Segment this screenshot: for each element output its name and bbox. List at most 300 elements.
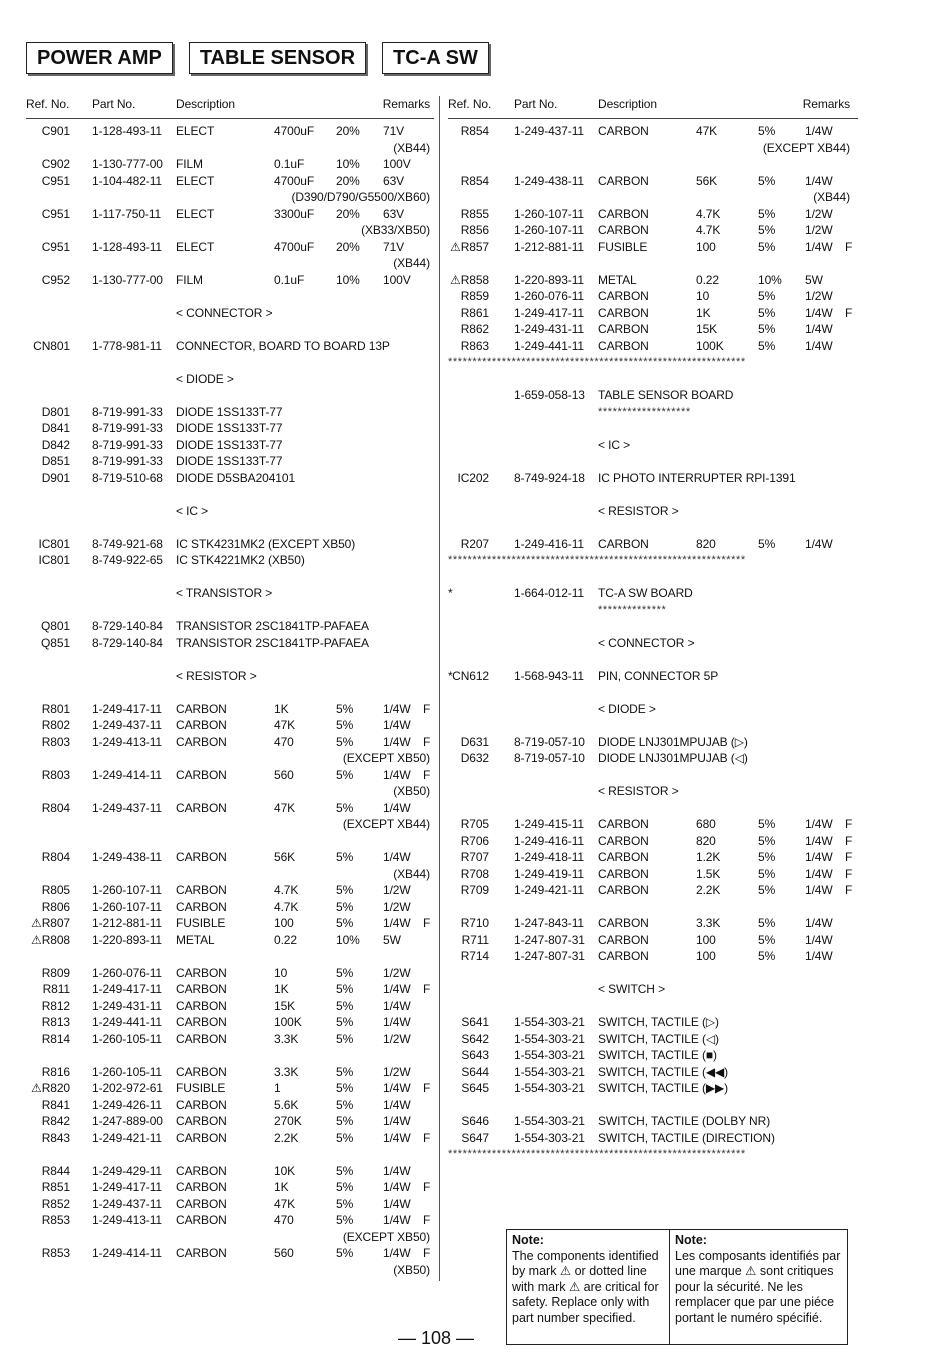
left-parts-column xyxy=(26,96,434,1278)
rating: 1/4W xyxy=(805,173,833,188)
part-no: 1-554-303-21 xyxy=(514,1130,585,1145)
table-row xyxy=(26,552,434,569)
part-no: 1-249-415-11 xyxy=(514,817,584,831)
table-row xyxy=(26,899,434,916)
description: SWITCH, TACTILE (▷) xyxy=(598,1015,719,1029)
part-no: 8-729-140-84 xyxy=(92,619,163,633)
ref-no: R711 xyxy=(461,932,489,947)
table-row xyxy=(448,734,858,751)
tolerance: 5% xyxy=(758,173,776,188)
rating: 1/4W xyxy=(805,932,833,947)
tolerance: 10% xyxy=(336,272,360,287)
rating: 1/2W xyxy=(805,223,833,237)
rating: 1/4W xyxy=(383,1213,411,1227)
ref-no: R803 xyxy=(41,767,70,782)
part-no: 1-554-303-21 xyxy=(514,1015,585,1029)
part-no: 1-554-303-21 xyxy=(514,1064,585,1079)
section-tabs xyxy=(26,42,489,74)
ref-no: D842 xyxy=(41,437,70,452)
table-row xyxy=(26,206,434,223)
description: CARBON xyxy=(176,899,227,914)
section-separator: ************************************************************* xyxy=(448,1148,746,1160)
description: CARBON xyxy=(176,1031,227,1046)
table-row xyxy=(448,552,858,569)
tolerance: 5% xyxy=(336,1031,354,1046)
value: 560 xyxy=(274,767,294,782)
table-row xyxy=(448,338,858,355)
table-row xyxy=(26,1047,434,1064)
part-no: 1-249-431-11 xyxy=(514,322,584,336)
table-row xyxy=(448,899,858,916)
tolerance: 5% xyxy=(336,998,354,1013)
part-no: 1-249-413-11 xyxy=(92,1213,162,1227)
value: 5.6K xyxy=(274,1097,299,1112)
description: CARBON xyxy=(176,982,227,996)
table-row xyxy=(448,1113,858,1130)
table-row xyxy=(26,651,434,668)
description: < RESISTOR > xyxy=(598,784,679,798)
value: 100 xyxy=(696,239,716,254)
tolerance: 5% xyxy=(336,1163,354,1178)
table-row xyxy=(448,618,858,635)
ref-no: R804 xyxy=(41,850,70,864)
tolerance: 5% xyxy=(336,1081,354,1095)
description-header: Description xyxy=(176,97,235,111)
table-row xyxy=(26,272,434,289)
table-row xyxy=(26,717,434,734)
description: DIODE LNJ301MPUJAB (◁) xyxy=(598,751,748,765)
table-row xyxy=(448,189,858,206)
rating: 1/4W xyxy=(383,718,411,732)
part-no: 1-659-058-13 xyxy=(514,388,585,402)
remarks: (XB44) xyxy=(393,866,430,881)
table-row xyxy=(448,288,858,305)
part-no: 1-249-437-11 xyxy=(514,124,584,138)
description: CARBON xyxy=(598,833,649,848)
description: CARBON xyxy=(176,1246,227,1260)
part-no: 1-247-843-11 xyxy=(514,916,584,930)
remarks: (XB33/XB50) xyxy=(361,223,430,237)
description: CARBON xyxy=(176,718,227,732)
ref-no: D631 xyxy=(460,734,489,749)
tolerance: 5% xyxy=(336,1246,354,1260)
table-row xyxy=(448,371,858,388)
description: CARBON xyxy=(176,800,227,815)
table-row xyxy=(448,1146,858,1163)
tolerance: 5% xyxy=(336,883,354,897)
table-row xyxy=(26,354,434,371)
part-no: 1-212-881-11 xyxy=(92,916,162,930)
tolerance: 5% xyxy=(758,536,776,551)
table-row xyxy=(26,635,434,652)
ref-no: D841 xyxy=(41,421,70,435)
tolerance: 5% xyxy=(336,1114,354,1128)
table-row xyxy=(26,288,434,305)
tolerance: 5% xyxy=(336,965,354,980)
rating: 1/4W xyxy=(805,817,833,831)
left-column-header xyxy=(26,96,434,119)
part-no: 1-249-419-11 xyxy=(514,866,584,881)
table-row xyxy=(448,569,858,586)
flag: F xyxy=(845,883,853,897)
description: SWITCH, TACTILE (DIRECTION) xyxy=(598,1130,775,1145)
flag: F xyxy=(423,734,431,749)
table-row xyxy=(448,321,858,338)
tolerance: 5% xyxy=(336,718,354,732)
ref-no: ⚠R807 xyxy=(31,916,70,930)
rating: 1/4W xyxy=(805,322,833,336)
ref-no: R856 xyxy=(460,223,489,237)
value: 56K xyxy=(696,173,718,188)
value: 1K xyxy=(274,1180,289,1194)
description: TRANSISTOR 2SC1841TP-PAFAEA xyxy=(176,619,369,633)
table-row xyxy=(448,684,858,701)
remarks-header: Remarks xyxy=(802,97,850,111)
table-row xyxy=(26,536,434,553)
tolerance: 5% xyxy=(758,883,776,897)
part-no: 1-128-493-11 xyxy=(92,239,162,254)
description: CARBON xyxy=(598,223,649,237)
rating: 1/4W xyxy=(805,536,833,551)
description: CARBON xyxy=(176,701,227,716)
description: DIODE D5SBA204101 xyxy=(176,470,296,485)
table-row xyxy=(26,321,434,338)
ref-no: R855 xyxy=(460,206,489,221)
table-row xyxy=(448,486,858,503)
table-row xyxy=(448,404,858,421)
description: CARBON xyxy=(598,949,649,963)
part-no-header: Part No. xyxy=(514,97,558,111)
tolerance: 10% xyxy=(336,932,360,947)
rating: 1/4W xyxy=(383,1196,411,1211)
value: 0.22 xyxy=(274,932,297,947)
flag: F xyxy=(423,982,431,996)
table-row xyxy=(26,1163,434,1180)
part-no: 8-749-924-18 xyxy=(514,470,585,485)
table-row xyxy=(26,750,434,767)
description: CARBON xyxy=(176,1114,227,1128)
table-row xyxy=(26,239,434,256)
table-row xyxy=(448,1064,858,1081)
value: 820 xyxy=(696,536,716,551)
flag: F xyxy=(845,817,853,831)
table-row xyxy=(26,767,434,784)
part-no: 1-249-416-11 xyxy=(514,833,584,848)
tolerance: 5% xyxy=(336,1015,354,1029)
description: IC STK4231MK2 (EXCEPT XB50) xyxy=(176,536,356,551)
value: 470 xyxy=(274,1213,294,1227)
table-row xyxy=(26,404,434,421)
description: CARBON xyxy=(598,883,649,897)
value: 0.22 xyxy=(696,272,719,287)
description: ELECT xyxy=(176,206,215,221)
table-row xyxy=(26,816,434,833)
table-row xyxy=(26,734,434,751)
ref-no: R705 xyxy=(460,817,489,831)
table-row xyxy=(448,767,858,784)
part-no: 1-104-482-11 xyxy=(92,173,162,188)
rating: 1/4W xyxy=(805,850,833,864)
part-no: 1-249-441-11 xyxy=(92,1015,162,1029)
description: CARBON xyxy=(176,1064,227,1079)
description: CARBON xyxy=(598,173,649,188)
description: CARBON xyxy=(176,998,227,1013)
description: < TRANSISTOR > xyxy=(176,586,273,600)
description: < RESISTOR > xyxy=(176,668,257,683)
table-row xyxy=(448,272,858,289)
ref-no: S646 xyxy=(461,1114,489,1128)
part-no: 8-719-057-10 xyxy=(514,734,585,749)
table-row xyxy=(448,866,858,883)
note-english xyxy=(507,1230,670,1344)
rating: 1/4W xyxy=(383,734,411,749)
table-row xyxy=(448,387,858,404)
remarks: (EXCEPT XB44) xyxy=(762,140,850,155)
ref-no: R207 xyxy=(460,536,489,551)
table-row xyxy=(448,1031,858,1048)
table-row xyxy=(26,668,434,685)
description: CARBON xyxy=(598,932,649,947)
part-no: 1-664-012-11 xyxy=(514,586,584,600)
value: 3.3K xyxy=(274,1064,299,1079)
value: 1.2K xyxy=(696,850,721,864)
part-no: 1-249-438-11 xyxy=(514,173,584,188)
description: CARBON xyxy=(176,1015,227,1029)
value: 100K xyxy=(696,338,724,353)
description: ELECT xyxy=(176,124,215,138)
flag: F xyxy=(423,1213,431,1227)
description: < RESISTOR > xyxy=(598,503,679,518)
description: CARBON xyxy=(598,916,649,930)
description: CARBON xyxy=(176,1097,227,1112)
ref-no: R862 xyxy=(460,322,489,336)
rating: 1/4W xyxy=(383,850,411,864)
new-part-mark: * xyxy=(448,586,453,600)
part-no: 1-249-414-11 xyxy=(92,1246,162,1260)
table-row xyxy=(448,1047,858,1064)
part-no: 1-130-777-00 xyxy=(92,272,163,287)
table-row xyxy=(26,1212,434,1229)
value: 3.3K xyxy=(696,916,721,930)
table-row xyxy=(26,800,434,817)
description: METAL xyxy=(598,272,637,287)
rating: 63V xyxy=(383,173,405,188)
part-no: 1-220-893-11 xyxy=(514,272,584,287)
table-row xyxy=(26,486,434,503)
table-row xyxy=(448,123,858,140)
rating: 1/4W xyxy=(383,998,411,1013)
remarks: (D390/D790/G5500/XB60) xyxy=(291,190,430,204)
value: 3.3K xyxy=(274,1031,299,1046)
right-column-header xyxy=(448,96,858,119)
table-row xyxy=(26,1064,434,1081)
value: 4.7K xyxy=(696,223,721,237)
tolerance: 5% xyxy=(758,124,776,138)
tolerance: 5% xyxy=(336,1130,354,1145)
table-row xyxy=(26,173,434,190)
part-no: 8-719-991-33 xyxy=(92,404,163,419)
ref-no: R802 xyxy=(41,718,70,732)
rating: 1/4W xyxy=(383,1114,411,1128)
table-row xyxy=(26,1262,434,1279)
rating: 1/4W xyxy=(383,1130,411,1145)
description: CARBON xyxy=(176,1213,227,1227)
table-row xyxy=(26,585,434,602)
tolerance: 5% xyxy=(336,701,354,716)
table-row xyxy=(448,519,858,536)
tolerance: 5% xyxy=(758,916,776,930)
rating: 1/4W xyxy=(805,833,833,848)
note-english-title: Note: xyxy=(512,1233,544,1247)
description: < DIODE > xyxy=(176,371,234,386)
table-row xyxy=(26,882,434,899)
ref-no: CN612 xyxy=(452,668,489,683)
tolerance: 5% xyxy=(336,800,354,815)
description: TRANSISTOR 2SC1841TP-PAFAEA xyxy=(176,635,369,650)
table-row xyxy=(26,684,434,701)
table-row xyxy=(448,255,858,272)
description: FUSIBLE xyxy=(176,916,226,930)
ref-no: R842 xyxy=(41,1114,70,1128)
section-separator: ************************************************************* xyxy=(448,356,746,368)
part-no: 1-260-107-11 xyxy=(92,899,162,914)
tolerance: 5% xyxy=(758,817,776,831)
description: CARBON xyxy=(598,817,649,831)
description: CARBON xyxy=(176,965,227,980)
part-no: 1-554-303-21 xyxy=(514,1081,585,1095)
part-no: 1-778-981-11 xyxy=(92,338,162,353)
tolerance: 10% xyxy=(336,157,360,171)
description: CARBON xyxy=(598,850,649,864)
flag: F xyxy=(423,701,431,716)
ref-no: R859 xyxy=(460,289,489,303)
table-row xyxy=(26,948,434,965)
tolerance: 5% xyxy=(336,734,354,749)
table-row xyxy=(26,965,434,982)
part-no: 8-729-140-84 xyxy=(92,635,163,650)
table-row xyxy=(448,222,858,239)
description: FUSIBLE xyxy=(598,239,648,254)
tab-tc-a-sw: TC-A SW xyxy=(382,42,489,74)
part-no: 1-249-426-11 xyxy=(92,1097,162,1112)
value: 10K xyxy=(274,1163,296,1178)
part-no: 1-249-421-11 xyxy=(92,1130,162,1145)
ref-no: ⚠R820 xyxy=(31,1081,70,1095)
value: 3300uF xyxy=(274,206,315,221)
right-parts-column xyxy=(448,96,858,1163)
table-row xyxy=(26,1245,434,1262)
table-row xyxy=(448,668,858,685)
tolerance: 5% xyxy=(758,223,776,237)
flag: F xyxy=(423,1081,431,1095)
ref-no: D632 xyxy=(460,751,489,765)
part-no: 1-128-493-11 xyxy=(92,124,162,138)
rating: 71V xyxy=(383,124,405,138)
value: 100 xyxy=(696,932,716,947)
ref-no: R813 xyxy=(41,1015,70,1029)
part-no: 1-249-417-11 xyxy=(92,982,162,996)
description: IC PHOTO INTERRUPTER RPI-1391 xyxy=(598,470,796,485)
remarks: (EXCEPT XB44) xyxy=(342,817,430,831)
rating: 63V xyxy=(383,206,405,221)
table-row xyxy=(448,783,858,800)
rating: 100V xyxy=(383,272,411,287)
description: CARBON xyxy=(598,305,649,320)
table-row xyxy=(448,849,858,866)
table-row xyxy=(448,470,858,487)
tolerance: 5% xyxy=(336,1064,354,1079)
table-row xyxy=(26,189,434,206)
description: CARBON xyxy=(598,866,649,881)
note-french-title: Note: xyxy=(675,1233,707,1247)
ref-no: S641 xyxy=(461,1015,489,1029)
tolerance: 5% xyxy=(758,289,776,303)
tolerance: 5% xyxy=(336,899,354,914)
description: SWITCH, TACTILE (◀◀) xyxy=(598,1064,729,1079)
flag: F xyxy=(423,1180,431,1194)
table-row xyxy=(26,915,434,932)
description: CARBON xyxy=(176,767,227,782)
part-no: 8-719-991-33 xyxy=(92,454,163,468)
rating: 5W xyxy=(805,272,823,287)
description-header: Description xyxy=(598,97,657,111)
ref-no: CN801 xyxy=(33,338,70,353)
ref-no: C951 xyxy=(41,239,70,254)
ref-no: C901 xyxy=(41,124,70,138)
ref-no: D901 xyxy=(41,470,70,485)
table-row xyxy=(448,833,858,850)
description: IC STK4221MK2 (XB50) xyxy=(176,553,305,567)
ref-no: R854 xyxy=(460,173,489,188)
part-no: 1-249-421-11 xyxy=(514,883,584,897)
table-row xyxy=(26,1031,434,1048)
flag: F xyxy=(845,850,853,864)
table-row xyxy=(26,1130,434,1147)
rating: 1/4W xyxy=(383,1097,411,1112)
note-french xyxy=(670,1230,847,1344)
table-row xyxy=(26,569,434,586)
value: 820 xyxy=(696,833,716,848)
value: 1.5K xyxy=(696,866,721,881)
tolerance: 5% xyxy=(336,1196,354,1211)
description: CARBON xyxy=(598,206,649,221)
ref-no: ⚠R857 xyxy=(450,239,489,254)
table-row xyxy=(448,1080,858,1097)
ref-no: R803 xyxy=(41,734,70,749)
table-row xyxy=(448,420,858,437)
part-no: 1-249-416-11 xyxy=(514,536,584,551)
remarks: (XB50) xyxy=(393,1262,430,1277)
rating: 1/2W xyxy=(383,1031,411,1046)
description: CARBON xyxy=(176,1163,227,1178)
remarks: (XB44) xyxy=(393,140,430,155)
description: DIODE 1SS133T-77 xyxy=(176,404,283,419)
rating: 1/4W xyxy=(383,800,411,815)
description: DIODE 1SS133T-77 xyxy=(176,437,283,452)
rating: 1/4W xyxy=(805,916,833,930)
table-row xyxy=(26,305,434,322)
ref-no: R708 xyxy=(460,866,489,881)
table-row xyxy=(448,717,858,734)
part-no: 1-568-943-11 xyxy=(514,668,584,683)
tolerance: 5% xyxy=(758,322,776,336)
table-row xyxy=(26,453,434,470)
table-row xyxy=(26,701,434,718)
tolerance: 5% xyxy=(336,850,354,864)
part-no: 8-719-991-33 xyxy=(92,437,163,452)
tolerance: 20% xyxy=(336,239,360,254)
rating: 1/4W xyxy=(383,1246,411,1260)
